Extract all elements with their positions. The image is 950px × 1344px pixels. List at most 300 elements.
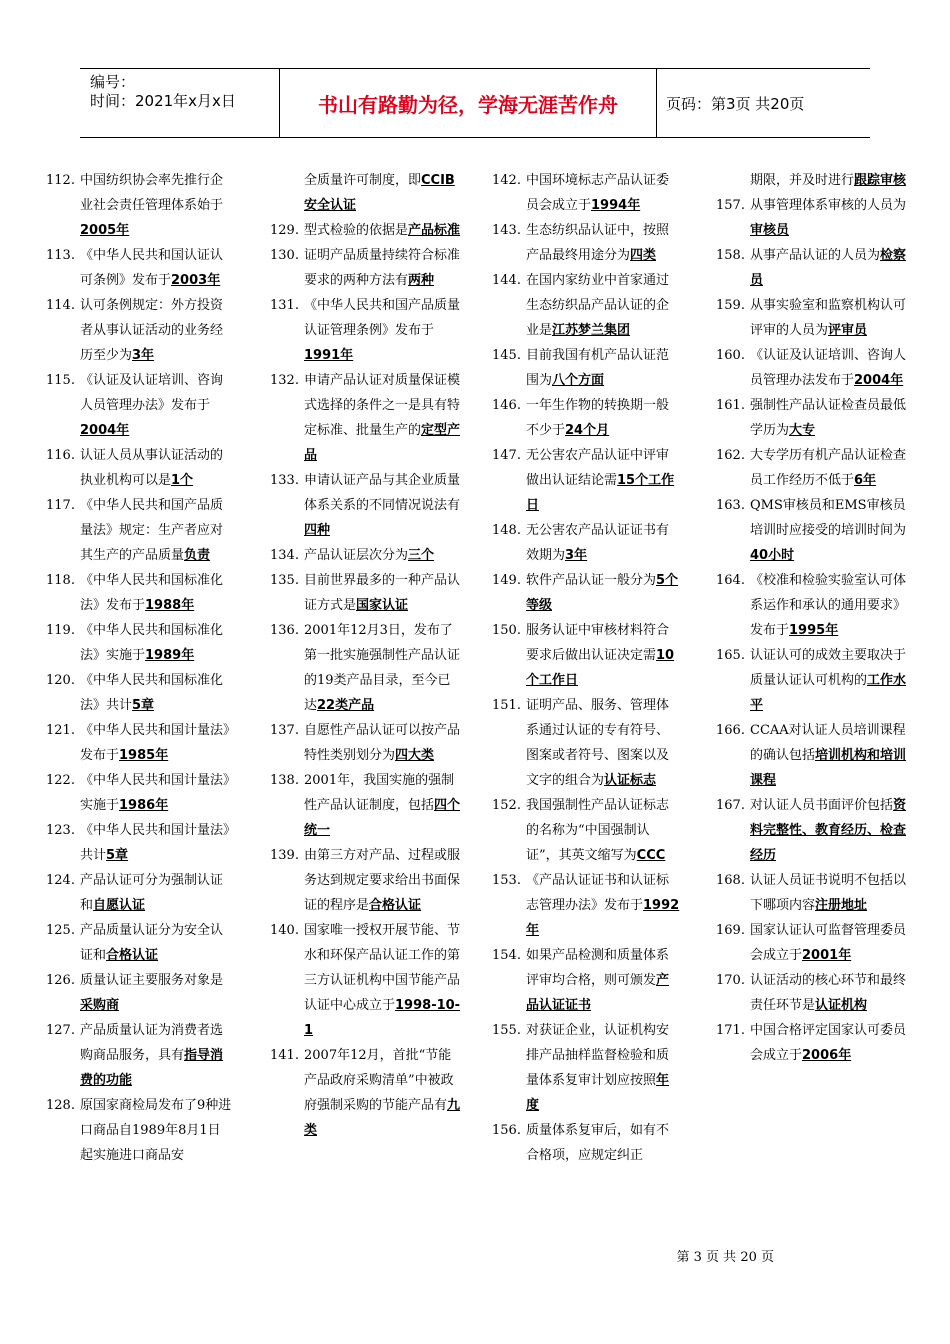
header-page-label: 页码：第3页 共20页 xyxy=(666,94,805,113)
question-body xyxy=(523,1118,680,1168)
answer-text: 四个统一 xyxy=(304,798,461,838)
question-number: 153. xyxy=(492,873,521,888)
question-item xyxy=(46,568,232,618)
question-body xyxy=(301,1043,462,1143)
question-number: 114. xyxy=(46,298,75,313)
question-text: 中国环境标志产品认证委员会成立于 xyxy=(526,173,670,213)
question-item xyxy=(492,168,680,218)
question-body xyxy=(77,1093,232,1168)
question-number: 151. xyxy=(492,698,521,713)
question-item xyxy=(492,793,680,868)
question-item xyxy=(270,543,462,568)
question-number: 128. xyxy=(46,1098,75,1113)
question-item xyxy=(46,443,232,493)
question-item xyxy=(716,168,908,193)
question-number: 152. xyxy=(492,798,521,813)
answer-text: 注册地址 xyxy=(815,898,868,913)
question-text: 原国家商检局发布了9种进口商品自1989年8月1日起实施进口商品安 xyxy=(80,1098,232,1163)
question-item xyxy=(46,718,232,768)
question-body xyxy=(77,243,232,293)
question-text: 《中华人民共和国产品质量法》规定：生产者应对其生产的产品质量 xyxy=(80,498,224,563)
question-text: 全质量许可制度，即 xyxy=(304,173,422,188)
question-body xyxy=(301,718,462,768)
question-item xyxy=(492,343,680,393)
question-body xyxy=(523,618,680,693)
question-text: 质量体系复审后，如有不合格项，应规定纠正 xyxy=(526,1123,670,1163)
answer-text: 检察员 xyxy=(750,248,907,288)
question-text: 《中华人民共和国认证认可条例》发布于 xyxy=(80,248,224,288)
answer-text: 1994年 xyxy=(591,198,641,213)
answer-text: 1988年 xyxy=(145,598,195,613)
answer-text: 合格认证 xyxy=(106,948,159,963)
answer-text: 1995年 xyxy=(789,623,839,638)
question-item xyxy=(492,943,680,1018)
answer-text: 5章 xyxy=(106,848,129,863)
answer-text: 九类 xyxy=(304,1098,461,1138)
question-body xyxy=(301,368,462,468)
question-body xyxy=(77,1018,232,1093)
question-item xyxy=(492,618,680,693)
question-text: 无公害农产品认证证书有效期为 xyxy=(526,523,670,563)
question-number: 113. xyxy=(46,248,75,263)
question-item xyxy=(492,1018,680,1118)
answer-text: 合格认证 xyxy=(369,898,422,913)
question-item xyxy=(270,843,462,918)
question-item xyxy=(46,968,232,1018)
question-item xyxy=(492,393,680,443)
answer-text: 年度 xyxy=(526,1073,670,1113)
answer-text: 审核员 xyxy=(750,223,790,238)
question-body xyxy=(77,443,232,493)
question-text: CCAA对认证人员培训课程的确认包括 xyxy=(750,723,906,763)
question-text: 《中华人民共和国产品质量认证管理条例》发布于 xyxy=(304,298,461,338)
answer-text: 2006年 xyxy=(802,1048,852,1063)
question-body xyxy=(301,768,462,843)
answer-text: 1985年 xyxy=(119,748,169,763)
question-text: QMS审核员和EMS审核员培训时应接受的培训时间为 xyxy=(750,498,907,538)
question-body xyxy=(747,968,908,1018)
question-number: 122. xyxy=(46,773,75,788)
answer-text: 2001年 xyxy=(802,948,852,963)
question-body xyxy=(747,918,908,968)
question-item xyxy=(492,868,680,943)
question-body xyxy=(523,343,680,393)
answer-text: 6年 xyxy=(854,473,877,488)
question-body xyxy=(77,293,232,368)
answer-text: 自愿认证 xyxy=(93,898,146,913)
question-text: 由第三方对产品、过程或服务达到规定要求给出书面保证的程序是 xyxy=(304,848,461,913)
answer-text: 5章 xyxy=(132,698,155,713)
answer-text: 培训机构和培训课程 xyxy=(750,748,907,788)
question-number: 165. xyxy=(716,648,745,663)
question-body xyxy=(523,168,680,218)
question-item xyxy=(492,693,680,793)
question-number: 133. xyxy=(270,473,299,488)
question-text: 型式检验的依据是 xyxy=(304,223,409,238)
question-body xyxy=(747,718,908,793)
question-number: 166. xyxy=(716,723,745,738)
answer-text: 2003年 xyxy=(171,273,221,288)
question-number: 162. xyxy=(716,448,745,463)
question-number: 124. xyxy=(46,873,75,888)
question-body xyxy=(747,868,908,918)
question-number: 138. xyxy=(270,773,299,788)
question-number: 157. xyxy=(716,198,745,213)
question-text: 目前我国有机产品认证范围为 xyxy=(526,348,670,388)
question-number: 145. xyxy=(492,348,521,363)
answer-text: 跟踪审核 xyxy=(854,173,907,188)
question-text: 目前世界最多的一种产品认证方式是 xyxy=(304,573,461,613)
answer-text: 15个工作日 xyxy=(526,473,675,513)
question-number: 127. xyxy=(46,1023,75,1038)
answer-text: 工作水平 xyxy=(750,673,907,713)
answer-text: 24个月 xyxy=(565,423,610,438)
question-item xyxy=(46,293,232,368)
question-body xyxy=(747,393,908,443)
question-text: 《认证及认证培训、咨询人员管理办法发布于 xyxy=(750,348,907,388)
answer-text: 1个 xyxy=(171,473,194,488)
answer-text: 认证机构 xyxy=(815,998,868,1013)
question-item xyxy=(46,243,232,293)
column-4 xyxy=(716,168,908,1068)
answer-text: 2004年 xyxy=(80,423,130,438)
question-body xyxy=(747,793,908,868)
footer-page-number: 第 3 页 共 20 页 xyxy=(676,1250,774,1265)
answer-text: 两种 xyxy=(408,273,435,288)
answer-text: 江苏梦兰集团 xyxy=(552,323,631,338)
question-item xyxy=(492,268,680,343)
question-body xyxy=(77,168,232,243)
question-text: 2001年，我国实施的强制性产品认证制度，包括 xyxy=(304,773,455,813)
question-item xyxy=(716,718,908,793)
question-text: 《中华人民共和国计量法》实施于 xyxy=(80,773,230,813)
question-body xyxy=(747,1018,908,1068)
question-item xyxy=(46,918,232,968)
question-item xyxy=(716,793,908,868)
question-number: 147. xyxy=(492,448,521,463)
question-item xyxy=(492,518,680,568)
question-text: 认证认可的成效主要取决于质量认证认可机构的 xyxy=(750,648,907,688)
question-item xyxy=(716,1018,908,1068)
question-number: 131. xyxy=(270,298,299,313)
question-text: 我国强制性产品认证标志的名称为“中国强制认证”，其英文缩写为 xyxy=(526,798,670,863)
question-text: 对获证企业，认证机构安排产品抽样监督检验和质量体系复审计划应按照 xyxy=(526,1023,670,1088)
question-text: 《中华人民共和国标准化法》共计 xyxy=(80,673,224,713)
question-number: 168. xyxy=(716,873,745,888)
question-body xyxy=(301,218,462,243)
question-number: 118. xyxy=(46,573,75,588)
question-number: 159. xyxy=(716,298,745,313)
question-number: 167. xyxy=(716,798,745,813)
question-body xyxy=(523,218,680,268)
question-body xyxy=(301,468,462,543)
question-number: 129. xyxy=(270,223,299,238)
question-number: 161. xyxy=(716,398,745,413)
question-body xyxy=(523,443,680,518)
question-number: 123. xyxy=(46,823,75,838)
question-number: 146. xyxy=(492,398,521,413)
question-number: 136. xyxy=(270,623,299,638)
question-item xyxy=(716,868,908,918)
question-number: 119. xyxy=(46,623,75,638)
question-text: 质量认证主要服务对象是 xyxy=(80,973,224,988)
answer-text: 22类产品 xyxy=(317,698,375,713)
question-number: 142. xyxy=(492,173,521,188)
question-body xyxy=(523,268,680,343)
answer-text: 大专 xyxy=(789,423,816,438)
question-number: 169. xyxy=(716,923,745,938)
question-text: 无公害农产品认证中评审做出认证结论需 xyxy=(526,448,670,488)
question-number: 158. xyxy=(716,248,745,263)
question-text: 认证人员从事认证活动的执业机构可以是 xyxy=(80,448,224,488)
question-body xyxy=(77,768,232,818)
answer-text: 四大类 xyxy=(395,748,435,763)
question-number: 135. xyxy=(270,573,299,588)
question-body xyxy=(77,368,232,443)
question-text: 《中华人民共和国标准化法》发布于 xyxy=(80,573,224,613)
question-item xyxy=(270,718,462,768)
question-number: 130. xyxy=(270,248,299,263)
question-body xyxy=(747,443,908,493)
question-text: 2001年12月3日，发布了第一批实施强制性产品认证的19类产品目录，至今已达 xyxy=(304,623,461,713)
question-text: 服务认证中审核材料符合要求后做出认证决定需 xyxy=(526,623,670,663)
question-number: 148. xyxy=(492,523,521,538)
answer-text: 资料完整性、教育经历、检查经历 xyxy=(750,798,907,863)
answer-text: 采购商 xyxy=(80,998,120,1013)
question-number: 120. xyxy=(46,673,75,688)
question-body xyxy=(77,668,232,718)
question-body xyxy=(747,243,908,293)
question-item xyxy=(46,1093,232,1168)
answer-text: 1992年 xyxy=(526,898,680,938)
answer-text: 指导消费的功能 xyxy=(80,1048,224,1088)
answer-text: 定型产品 xyxy=(304,423,461,463)
question-number: 125. xyxy=(46,923,75,938)
question-text: 中国纺织协会率先推行企业社会责任管理体系始于 xyxy=(80,173,224,213)
question-item xyxy=(492,218,680,268)
question-text: 产品质量认证为消费者选购商品服务，具有 xyxy=(80,1023,224,1063)
question-body xyxy=(747,168,908,193)
question-number: 141. xyxy=(270,1048,299,1063)
answer-text: 2004年 xyxy=(854,373,904,388)
question-body xyxy=(523,943,680,1018)
question-text: 《产品认证证书和认证标志管理办法》发布于 xyxy=(526,873,670,913)
question-number: 160. xyxy=(716,348,745,363)
question-text: 证明产品、服务、管理体系通过认证的专有符号、图案或者符号、图案以及文字的组合为 xyxy=(526,698,670,788)
answer-text: 3年 xyxy=(132,348,155,363)
question-text: 认证人员证书说明不包括以下哪项内容 xyxy=(750,873,907,913)
question-item xyxy=(716,243,908,293)
question-body xyxy=(523,793,680,868)
answer-text: 1989年 xyxy=(145,648,195,663)
question-item xyxy=(492,1118,680,1168)
question-number: 164. xyxy=(716,573,745,588)
answer-text: 国家认证 xyxy=(356,598,409,613)
question-item xyxy=(270,468,462,543)
question-number: 140. xyxy=(270,923,299,938)
question-body xyxy=(77,868,232,918)
question-body xyxy=(77,918,232,968)
question-text: 从事实验室和监察机构认可评审的人员为 xyxy=(750,298,907,338)
question-text: 期限，并及时进行 xyxy=(750,173,855,188)
question-text: 生态纺织品认证中，按照产品最终用途分为 xyxy=(526,223,670,263)
question-body xyxy=(523,693,680,793)
question-item xyxy=(270,768,462,843)
question-item xyxy=(46,168,232,243)
question-text: 认证活动的核心环节和最终责任环节是 xyxy=(750,973,907,1013)
question-body xyxy=(301,168,462,218)
question-number: 116. xyxy=(46,448,75,463)
question-number: 143. xyxy=(492,223,521,238)
question-body xyxy=(301,243,462,293)
page-footer xyxy=(0,1246,950,1265)
question-body xyxy=(747,193,908,243)
question-number: 134. xyxy=(270,548,299,563)
question-item xyxy=(270,293,462,368)
question-item xyxy=(46,368,232,443)
question-number: 121. xyxy=(46,723,75,738)
answer-text: 负责 xyxy=(184,548,211,563)
header-motto: 书山有路勤为径，学海无涯苦作舟 xyxy=(280,69,657,137)
question-item xyxy=(716,568,908,643)
answer-text: 2005年 xyxy=(80,223,130,238)
question-body xyxy=(77,618,232,668)
question-text: 从事管理体系审核的人员为 xyxy=(750,198,907,213)
question-number: 139. xyxy=(270,848,299,863)
question-item xyxy=(716,968,908,1018)
question-text: 《认证及认证培训、咨询人员管理办法》发布于 xyxy=(80,373,224,413)
question-text: 从事产品认证的人员为 xyxy=(750,248,881,263)
question-body xyxy=(77,718,232,768)
question-body xyxy=(301,618,462,718)
question-body xyxy=(747,293,908,343)
column-1 xyxy=(46,168,232,1168)
question-number: 170. xyxy=(716,973,745,988)
answer-text: 1986年 xyxy=(119,798,169,813)
column-3 xyxy=(492,168,680,1168)
question-number: 115. xyxy=(46,373,75,388)
question-text: 强制性产品认证检查员最低学历为 xyxy=(750,398,907,438)
answer-text: 认证标志 xyxy=(604,773,657,788)
time-label: 时间：2021年x月x日 xyxy=(90,92,236,110)
question-number: 132. xyxy=(270,373,299,388)
question-body xyxy=(523,393,680,443)
question-item xyxy=(270,168,462,218)
code-label: 编号： xyxy=(90,73,136,91)
question-item xyxy=(270,243,462,293)
answer-text: 产品标准 xyxy=(408,223,461,238)
answer-text: 3年 xyxy=(565,548,588,563)
question-body xyxy=(77,818,232,868)
question-item xyxy=(716,918,908,968)
answer-text: 1998-10-1 xyxy=(304,998,461,1038)
question-text: 自愿性产品认证可以按产品特性类别划分为 xyxy=(304,723,461,763)
question-item xyxy=(46,818,232,868)
header-meta xyxy=(80,69,280,137)
question-text: 申请认证产品与其企业质量体系关系的不同情况说法有 xyxy=(304,473,461,513)
question-item xyxy=(492,443,680,518)
question-item xyxy=(716,643,908,718)
question-body xyxy=(301,543,462,568)
question-number: 144. xyxy=(492,273,521,288)
question-item xyxy=(46,493,232,568)
page-header xyxy=(80,68,870,138)
question-number: 156. xyxy=(492,1123,521,1138)
question-body xyxy=(77,493,232,568)
question-body xyxy=(77,968,232,1018)
question-number: 163. xyxy=(716,498,745,513)
answer-text: 四种 xyxy=(304,523,331,538)
question-text: 如果产品检测和质量体系评审均合格，则可颁发 xyxy=(526,948,670,988)
question-item xyxy=(716,193,908,243)
question-item xyxy=(716,343,908,393)
question-number: 149. xyxy=(492,573,521,588)
question-text: 产品认证可分为强制认证和 xyxy=(80,873,224,913)
question-body xyxy=(301,918,462,1043)
question-item xyxy=(270,1043,462,1143)
column-2 xyxy=(270,168,462,1143)
question-text: 《中华人民共和国标准化法》实施于 xyxy=(80,623,224,663)
question-body xyxy=(301,568,462,618)
answer-text: 八个方面 xyxy=(552,373,605,388)
question-text: 产品质量认证分为安全认证和 xyxy=(80,923,224,963)
question-item xyxy=(270,218,462,243)
answer-text: 5个等级 xyxy=(526,573,679,613)
question-item xyxy=(716,493,908,568)
question-number: 112. xyxy=(46,173,75,188)
question-text: 软件产品认证一般分为 xyxy=(526,573,657,588)
question-body xyxy=(747,568,908,643)
question-body xyxy=(747,643,908,718)
question-item xyxy=(716,443,908,493)
question-text: 证明产品质量持续符合标准要求的两种方法有 xyxy=(304,248,461,288)
answer-text: 四类 xyxy=(630,248,657,263)
answer-text: 40小时 xyxy=(750,548,795,563)
question-body xyxy=(523,568,680,618)
question-text: 对认证人员书面评价包括 xyxy=(750,798,894,813)
question-item xyxy=(46,1018,232,1093)
answer-text: 评审员 xyxy=(828,323,868,338)
question-text: 2007年12月，首批“节能产品政府采购清单”中被政府强制采购的节能产品有 xyxy=(304,1048,454,1113)
question-text: 国家唯一授权开展节能、节水和环保产品认证工作的第三方认证机构中国节能产品认证中心成立于 xyxy=(304,923,461,1013)
answer-text: 三个 xyxy=(408,548,435,563)
question-number: 117. xyxy=(46,498,75,513)
question-number: 150. xyxy=(492,623,521,638)
question-body xyxy=(301,843,462,918)
question-body xyxy=(301,293,462,368)
question-item xyxy=(46,668,232,718)
question-item xyxy=(46,868,232,918)
question-text: 中国合格评定国家认可委员会成立于 xyxy=(750,1023,907,1063)
question-text: 《中华人民共和国计量法》发布于 xyxy=(80,723,230,763)
answer-text: 产品认证证书 xyxy=(526,973,670,1013)
question-body xyxy=(523,518,680,568)
question-text: 《校准和检验实验室认可体系运作和承认的通用要求》发布于 xyxy=(750,573,907,638)
question-text: 一年生作物的转换期一般不少于 xyxy=(526,398,670,438)
question-text: 在国内家纺业中首家通过生态纺织品产品认证的企业是 xyxy=(526,273,670,338)
answer-text: CCC xyxy=(636,848,666,863)
question-item xyxy=(716,393,908,443)
question-item xyxy=(492,568,680,618)
question-item xyxy=(270,568,462,618)
answer-text: 1991年 xyxy=(304,348,354,363)
question-text: 产品认证层次分为 xyxy=(304,548,409,563)
question-body xyxy=(747,493,908,568)
question-text: 国家认证认可监督管理委员会成立于 xyxy=(750,923,907,963)
question-text: 《中华人民共和国计量法》共计 xyxy=(80,823,230,863)
question-body xyxy=(747,343,908,393)
question-number: 171. xyxy=(716,1023,745,1038)
